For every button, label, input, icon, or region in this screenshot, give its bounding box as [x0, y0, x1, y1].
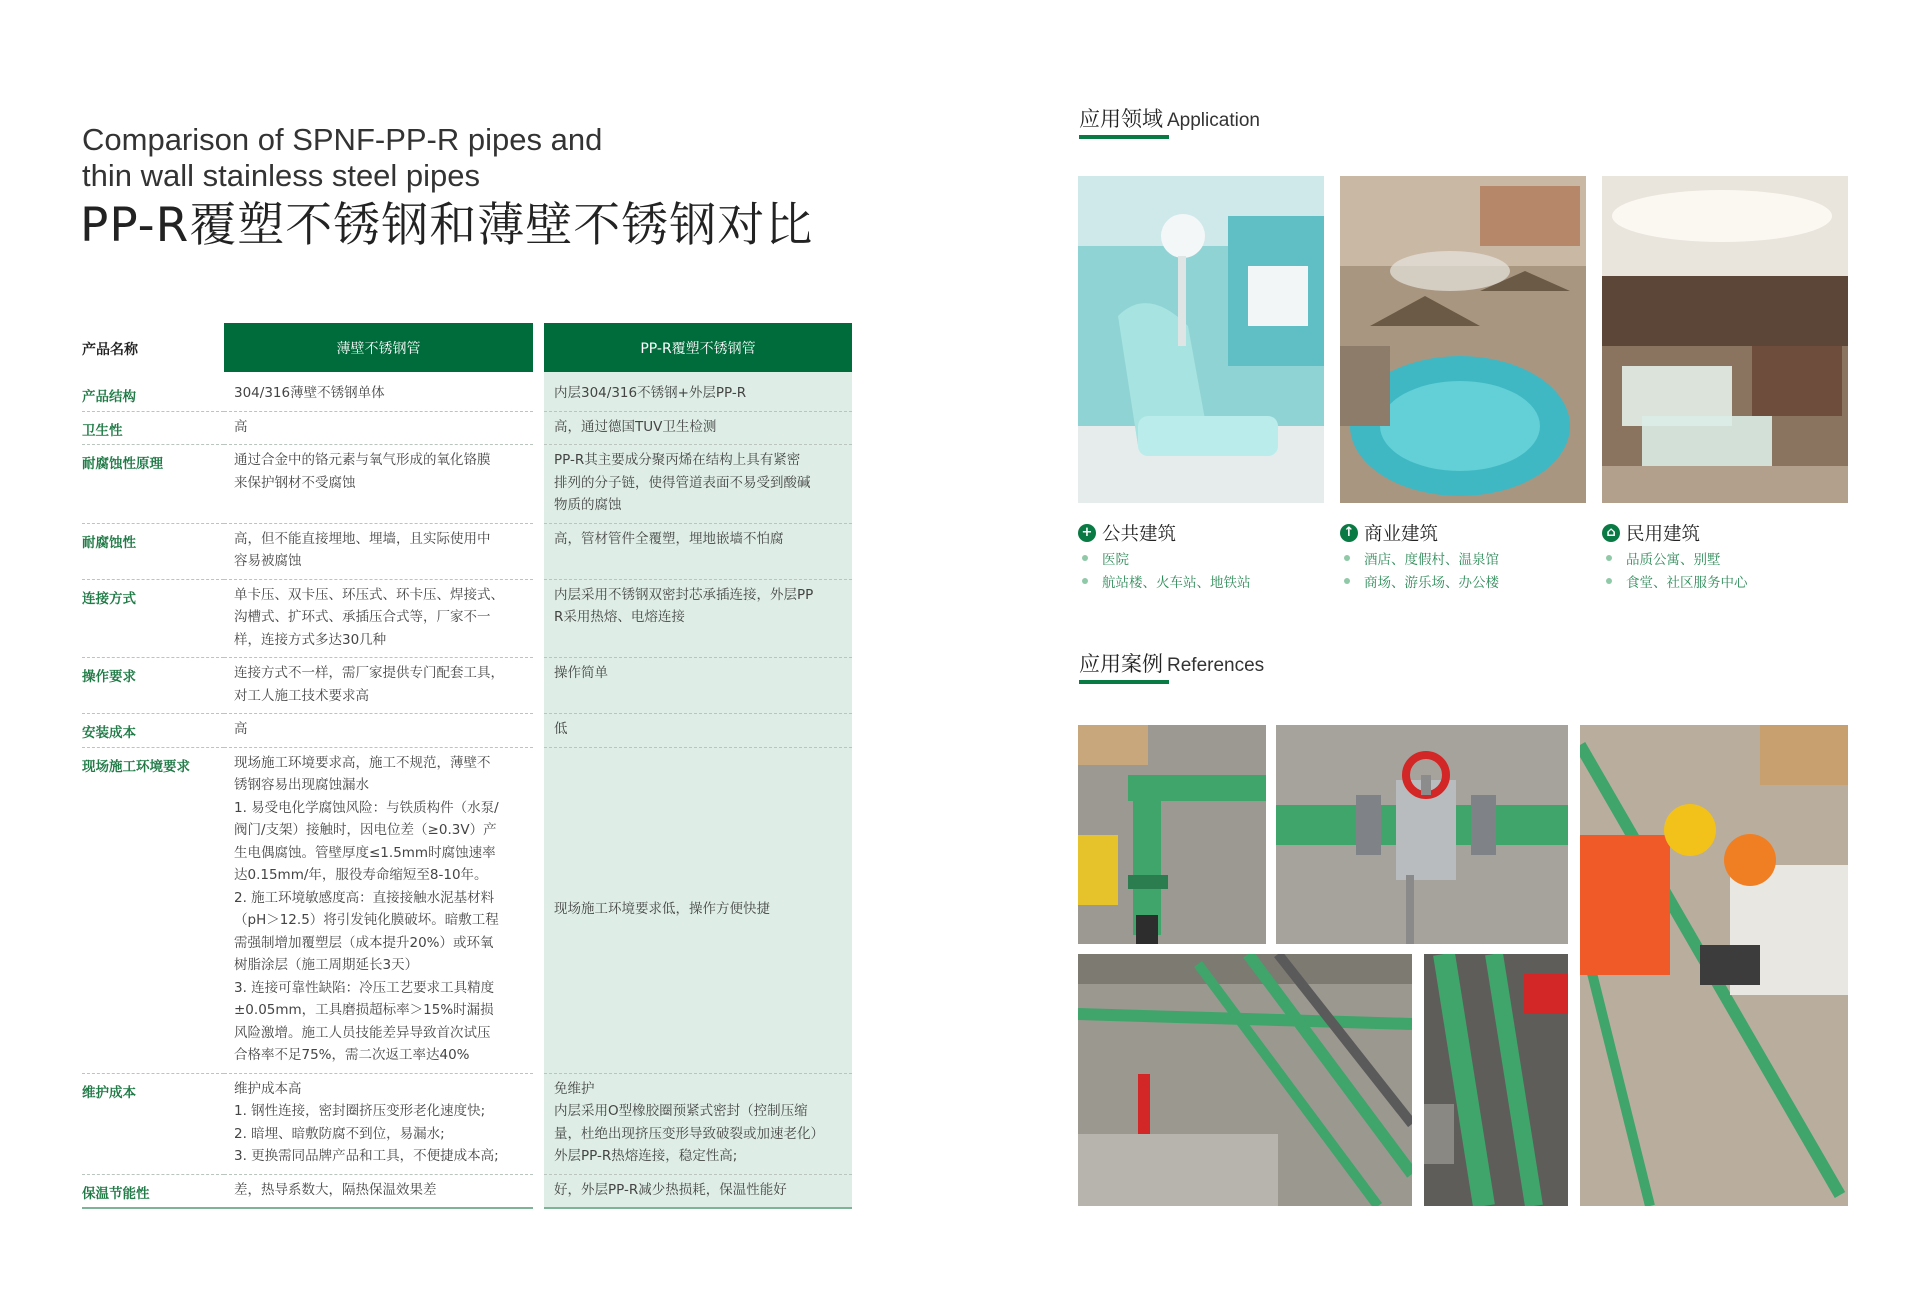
- cell-text-line: 单卡压、双卡压、环压式、环卡压、焊接式、: [234, 586, 504, 603]
- table-header: [82, 323, 852, 372]
- bullet-dot-icon: [1082, 555, 1088, 561]
- references-title: [1079, 648, 1264, 678]
- cell-text-line: 量，杜绝出现挤压变形导致破裂或加速老化）: [554, 1125, 824, 1142]
- references-title-zh: 应用案例: [1079, 652, 1163, 676]
- photo-reference-vertical-pipes: [1424, 954, 1568, 1206]
- bullet-dot-icon: [1082, 578, 1088, 584]
- cell-text-line: 高，通过德国TUV卫生检测: [554, 418, 717, 435]
- cell-thin-wall-steel: [224, 748, 533, 1074]
- cell-text-line: 阀门/支架）接触时，因电位差（≥0.3V）产: [234, 822, 497, 838]
- cell-text-line: 排列的分子链，使得管道表面不易受到酸碱: [554, 474, 811, 491]
- cell-text-line: 高: [234, 721, 248, 737]
- application-title: [1079, 103, 1260, 133]
- cell-text-line: 需强制增加覆塑层（成本提升20%）或环氧: [234, 934, 494, 951]
- header-ppr-coated-steel: PP-R覆塑不锈钢管: [544, 323, 852, 372]
- cell-thin-wall-steel: [224, 412, 533, 446]
- table-row: [82, 378, 852, 412]
- category-item: [1078, 546, 1318, 569]
- cell-text-line: （pH＞12.5）将引发钝化膜破坏。暗敷工程: [234, 912, 499, 928]
- application-underline: [1079, 135, 1169, 139]
- cell-ppr-coated-steel: [544, 1175, 852, 1210]
- row-label: 操作要求: [82, 658, 224, 714]
- cell-ppr-coated-steel: [544, 378, 852, 412]
- category-title: 商业建筑: [1364, 524, 1439, 545]
- category-item-text: 医院: [1102, 551, 1129, 568]
- cell-text-line: 低: [554, 721, 568, 737]
- cell-text-line: 合格率不足75%，需二次返工率达40%: [234, 1047, 470, 1063]
- title-english-line-2: thin wall stainless steel pipes: [82, 158, 481, 193]
- table-row: [82, 1074, 852, 1175]
- table-row: [82, 412, 852, 446]
- cell-text-line: 现场施工环境要求低，操作方便快捷: [554, 900, 770, 917]
- row-label: 安装成本: [82, 714, 224, 748]
- category-item: [1602, 569, 1842, 592]
- bullet-dot-icon: [1606, 578, 1612, 584]
- table-row: [82, 580, 852, 659]
- category-block: [1340, 520, 1580, 592]
- cell-text-line: 好，外层PP-R减少热损耗，保温性能好: [554, 1181, 787, 1198]
- cell-text-line: 3. 更换需同品牌产品和工具，不便捷成本高;: [234, 1148, 499, 1164]
- cell-text-line: 免维护: [554, 1080, 595, 1097]
- table-body: [82, 378, 852, 1209]
- cell-text-line: 通过合金中的铬元素与氧气形成的氧化铬膜: [234, 452, 491, 468]
- row-label: 耐腐蚀性: [82, 524, 224, 580]
- cell-thin-wall-steel: [224, 1074, 533, 1175]
- cell-text-line: 2. 施工环境敏感度高：直接接触水泥基材料: [234, 889, 495, 906]
- arrow-up-icon: ↑: [1340, 524, 1358, 542]
- corner-label: 产品名称: [82, 342, 138, 358]
- photo-reference-workers: [1580, 725, 1848, 1206]
- plus-icon: +: [1078, 524, 1096, 542]
- comparison-table: [82, 323, 852, 1209]
- cell-text-line: 1. 钢性连接，密封圈挤压变形老化速度快;: [234, 1103, 486, 1119]
- cell-text-line: 高，管材管件全覆塑，埋地嵌墙不怕腐: [554, 530, 784, 547]
- cell-text-line: 内层采用不锈钢双密封芯承插连接，外层PP: [554, 586, 814, 603]
- table-row: [82, 658, 852, 714]
- references-underline: [1079, 680, 1169, 684]
- cell-thin-wall-steel: [224, 378, 533, 412]
- cell-thin-wall-steel: [224, 714, 533, 748]
- cell-thin-wall-steel: [224, 580, 533, 659]
- cell-ppr-coated-steel: [544, 658, 852, 714]
- cell-text-line: PP-R其主要成分聚丙烯在结构上具有紧密: [554, 452, 801, 468]
- home-icon: ⌂: [1602, 524, 1620, 542]
- title-chinese: PP-R覆塑不锈钢和薄壁不锈钢对比: [80, 198, 814, 253]
- cell-text-line: 高: [234, 418, 248, 435]
- category-block: [1078, 520, 1318, 592]
- cell-text-line: 样，连接方式多达30几种: [234, 631, 387, 648]
- application-title-en: Application: [1167, 110, 1260, 131]
- cell-text-line: 对工人施工技术要求高: [234, 687, 369, 704]
- cell-text-line: 1. 易受电化学腐蚀风险：与铁质构件（水泵/: [234, 799, 499, 816]
- row-label: 产品结构: [82, 378, 224, 412]
- row-label: 耐腐蚀性原理: [82, 445, 224, 524]
- row-label: 保温节能性: [82, 1175, 224, 1210]
- category-item-text: 品质公寓、别墅: [1626, 551, 1721, 568]
- photo-residential-lounge: [1602, 176, 1848, 503]
- cell-text-line: 沟槽式、扩环式、承插压合式等，厂家不一: [234, 609, 491, 625]
- category-item: [1340, 546, 1580, 569]
- cell-text-line: 生电偶腐蚀。管壁厚度≤1.5mm时腐蚀速率: [234, 844, 496, 861]
- cell-text-line: 内层采用O型橡胶圈预紧式密封（控制压缩: [554, 1103, 808, 1119]
- category-item-text: 酒店、度假村、温泉馆: [1364, 551, 1499, 568]
- bullet-dot-icon: [1344, 555, 1350, 561]
- cell-text-line: 差，热导系数大，隔热保温效果差: [234, 1181, 437, 1198]
- cell-ppr-coated-steel: [544, 524, 852, 580]
- cell-ppr-coated-steel: [544, 445, 852, 524]
- header-thin-wall-steel: 薄壁不锈钢管: [224, 323, 533, 372]
- cell-text-line: 2. 暗埋、暗敷防腐不到位，易漏水;: [234, 1125, 445, 1142]
- cell-text-line: 现场施工环境要求高，施工不规范，薄壁不: [234, 754, 491, 771]
- category-heading: [1340, 520, 1580, 546]
- category-heading: [1602, 520, 1842, 546]
- cell-text-line: 容易被腐蚀: [234, 553, 302, 569]
- row-label: 现场施工环境要求: [82, 748, 224, 1074]
- category-heading: [1078, 520, 1318, 546]
- cell-ppr-coated-steel: [544, 1074, 852, 1175]
- cell-text-line: 连接方式不一样，需厂家提供专门配套工具，: [234, 665, 504, 681]
- references-title-en: References: [1167, 655, 1265, 676]
- category-title: 民用建筑: [1626, 524, 1701, 545]
- cell-thin-wall-steel: [224, 524, 533, 580]
- cell-text-line: 树脂涂层（施工周期延长3天）: [234, 957, 419, 973]
- table-row: [82, 445, 852, 524]
- category-item: [1340, 569, 1580, 592]
- category-item: [1078, 569, 1318, 592]
- cell-ppr-coated-steel: [544, 412, 852, 446]
- cell-text-line: 来保护钢材不受腐蚀: [234, 474, 356, 491]
- cell-thin-wall-steel: [224, 1175, 533, 1210]
- cell-ppr-coated-steel: [544, 580, 852, 659]
- title-english: [82, 122, 842, 194]
- category-item-text: 航站楼、火车站、地铁站: [1102, 574, 1251, 591]
- cell-text-line: 高，但不能直接埋地、埋墙，且实际使用中: [234, 530, 491, 547]
- table-row: [82, 748, 852, 1074]
- title-english-line-1: Comparison of SPNF-PP-R pipes and: [82, 122, 603, 157]
- cell-text-line: 维护成本高: [234, 1080, 302, 1097]
- application-title-zh: 应用领域: [1079, 107, 1163, 131]
- category-title: 公共建筑: [1102, 524, 1177, 545]
- cell-text-line: R采用热熔、电熔连接: [554, 609, 685, 625]
- cell-text-line: 操作简单: [554, 665, 608, 681]
- photo-reference-pipe-run: [1078, 954, 1412, 1206]
- table-row: [82, 1175, 852, 1210]
- cell-text-line: ±0.05mm，工具磨损超标率＞15%时漏损: [234, 1002, 494, 1018]
- cell-text-line: 锈钢容易出现腐蚀漏水: [234, 777, 369, 793]
- table-row: [82, 524, 852, 580]
- cell-text-line: 外层PP-R热熔连接，稳定性高;: [554, 1148, 738, 1164]
- cell-thin-wall-steel: [224, 658, 533, 714]
- row-label: 连接方式: [82, 580, 224, 659]
- cell-text-line: 物质的腐蚀: [554, 497, 622, 513]
- photo-resort-hot-spring: [1340, 176, 1586, 503]
- category-item-text: 食堂、社区服务中心: [1626, 574, 1748, 591]
- cell-ppr-coated-steel: [544, 714, 852, 748]
- row-label: 卫生性: [82, 412, 224, 446]
- row-label: 维护成本: [82, 1074, 224, 1175]
- cell-text-line: 达0.15mm/年，服役寿命缩短至8-10年。: [234, 867, 488, 883]
- cell-text-line: 3. 连接可靠性缺陷：冷压工艺要求工具精度: [234, 979, 495, 996]
- category-item-text: 商场、游乐场、办公楼: [1364, 574, 1499, 591]
- photo-hospital-dental-room: [1078, 176, 1324, 503]
- category-item: [1602, 546, 1842, 569]
- cell-text-line: 风险激增。施工人员技能差异导致首次试压: [234, 1024, 491, 1041]
- photo-reference-pipe-elbow: [1078, 725, 1266, 944]
- cell-text-line: 内层304/316不锈钢+外层PP-R: [554, 385, 747, 401]
- bullet-dot-icon: [1606, 555, 1612, 561]
- photo-reference-valve: [1276, 725, 1568, 944]
- bullet-dot-icon: [1344, 578, 1350, 584]
- cell-ppr-coated-steel: [544, 748, 852, 1074]
- category-block: [1602, 520, 1842, 592]
- cell-thin-wall-steel: [224, 445, 533, 524]
- table-row: [82, 714, 852, 748]
- cell-text-line: 304/316薄壁不锈钢单体: [234, 385, 385, 401]
